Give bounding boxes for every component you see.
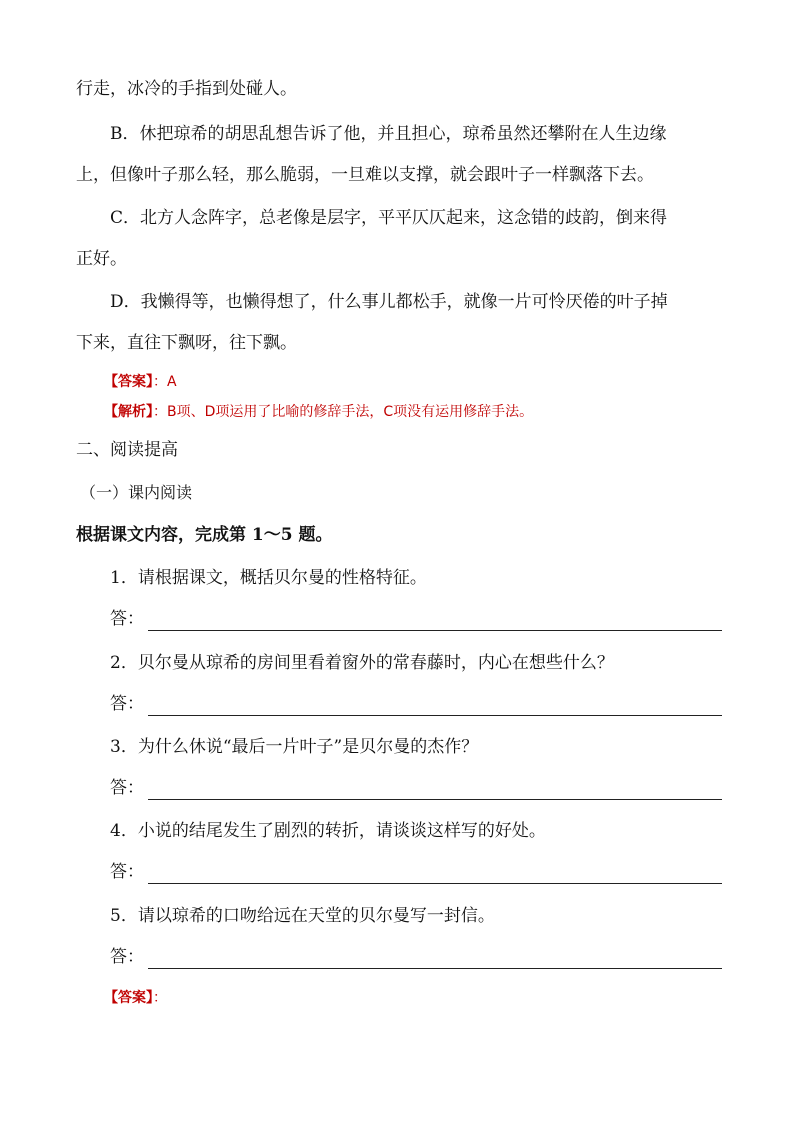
final-answer-value: ： [153,990,167,1006]
answer-value: ：A [153,374,177,390]
answer-label-4: 答： [110,862,144,882]
answer-label-1: 答： [110,609,144,629]
answer-field-2[interactable] [110,692,722,718]
answer-label-3: 答： [110,778,144,798]
question-2: 2．贝尔曼从琼希的房间里看着窗外的常春藤时，内心在想些什么？ [110,653,614,673]
section-subheading: （一）课内阅读 [80,483,193,502]
final-answer-line [104,985,167,1010]
question-5: 5．请以琼希的口吻给远在天堂的贝尔曼写一封信。 [110,906,495,926]
final-answer-label: 【答案】 [104,990,153,1006]
answer-line [104,369,177,394]
answer-label-5: 答： [110,947,144,967]
answer-field-3[interactable] [110,776,722,802]
answer-underline-5 [148,968,722,969]
answer-field-5[interactable] [110,945,722,971]
option-d-line-2: 下来，直往下飘呀，往下飘。 [76,333,297,353]
analysis-line [104,399,533,424]
section-heading: 二、阅读提高 [76,440,178,460]
answer-underline-4 [148,883,722,884]
paragraph-intro-tail: 行走，冰冷的手指到处碰人。 [76,79,297,99]
option-c-line-2: 正好。 [76,249,127,269]
question-3: 3．为什么休说“最后一片叶子”是贝尔曼的杰作？ [110,737,479,757]
answer-label-2: 答： [110,694,144,714]
answer-field-1[interactable] [110,607,722,633]
option-d-line-1: D．我懒得等，也懒得想了，什么事儿都松手，就像一片可怜厌倦的叶子掉 [110,292,668,312]
option-b-line-2: 上，但像叶子那么轻，那么脆弱，一旦难以支撑，就会跟叶子一样飘落下去。 [76,165,654,185]
option-b-line-1: B．休把琼希的胡思乱想告诉了他，并且担心，琼希虽然还攀附在人生边缘 [110,124,667,144]
answer-label: 【答案】 [104,374,153,390]
analysis-value: ：B项、D项运用了比喻的修辞手法，C项没有运用修辞手法。 [153,404,534,420]
answer-underline-2 [148,715,722,716]
question-1: 1．请根据课文，概括贝尔曼的性格特征。 [110,568,427,588]
answer-underline-1 [148,630,722,631]
answer-field-4[interactable] [110,860,722,886]
question-4: 4．小说的结尾发生了剧烈的转折，请谈谈这样写的好处。 [110,821,546,841]
answer-underline-3 [148,799,722,800]
option-c-line-1: C．北方人念阵字，总老像是层字，平平仄仄起来，这念错的歧韵，倒来得 [110,208,668,228]
analysis-label: 【解析】 [104,404,153,420]
section-instruction: 根据课文内容，完成第 1～5 题。 [76,525,333,545]
